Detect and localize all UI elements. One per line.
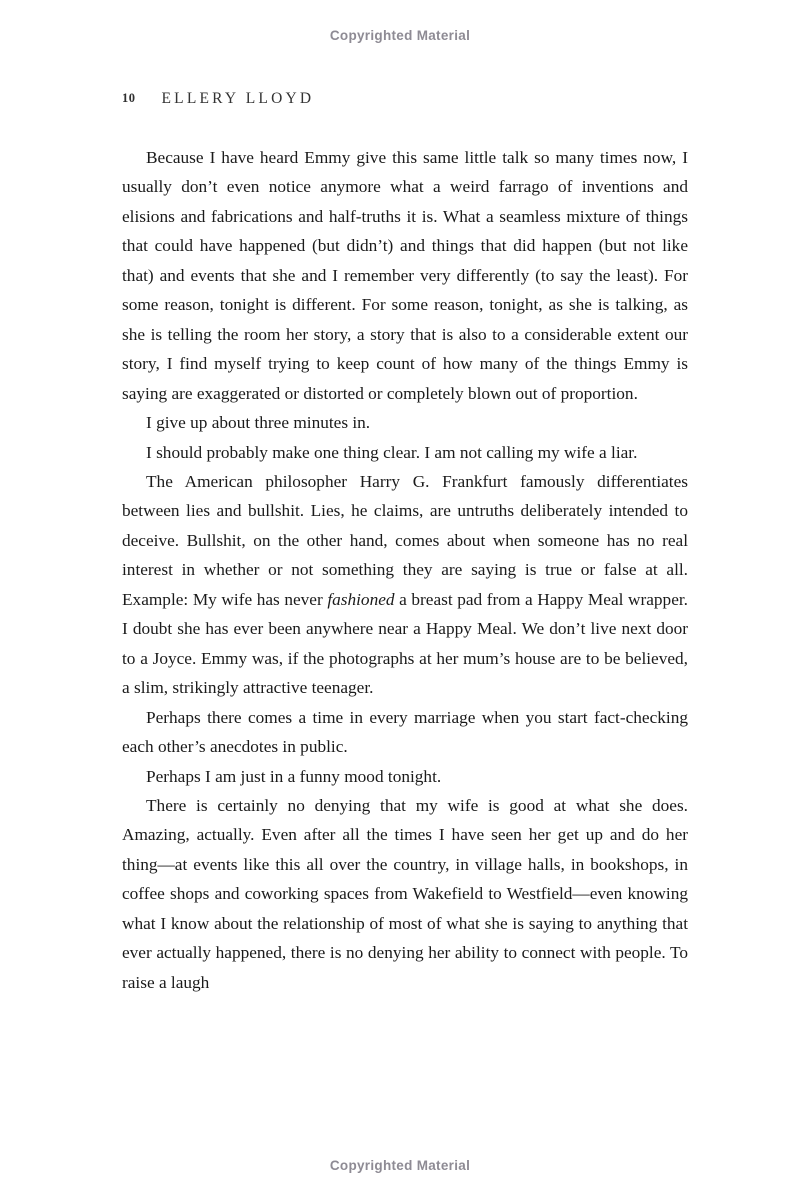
copyright-watermark-bottom: Copyrighted Material (329, 1158, 471, 1173)
paragraph: Because I have heard Emmy give this same little talk so many times now, I usually don’t even notice anymore what a weird farrago of inventions and elisions and fabrications and half-truths it is. What a seamless mixture of things that could have happened (but didn’t) and things that did happen (but not like that) and events that she and I remember very differently (to say the least). For some reason, tonight is different. For some reason, tonight, as she is talking, as she is telling the room her story, a story that is also to a considerable extent our story, I find myself trying to keep count of how many of the things Emmy is saying are exaggerated or distorted or completely blown out of proportion. (122, 148, 688, 403)
italic-text: fashioned (327, 589, 395, 609)
page-number: 10 (122, 90, 136, 105)
running-head (122, 90, 314, 108)
paragraph: I give up about three minutes in. (146, 413, 371, 433)
body-text (122, 143, 688, 997)
paragraph: There is certainly no denying that my wife is good at what she does. Amazing, actually. Even after all the times I have seen her get up and do her thing—at events like this all over the country, in village halls, in bookshops, in coffee shops and coworking spaces from Wakefield to Westfield—even knowing what I know about the relationship of most of what she is saying to anything that ever actually happened, there is no denying her ability to connect with people. To raise a laugh (122, 795, 688, 992)
paragraph: The American philosopher Harry G. Frankfurt famously differentiates between lies and bullshit. Lies, he claims, are untruths deliberately intended to deceive. Bullshit, on the other hand, comes about when someone has no real interest in whether or not something they are saying is true or false at all. Example: My wife has never fashioned a breast pad from a Happy Meal wrapper. I doubt she has ever been anywhere near a Happy Meal. We don’t live next door to a Joyce. Emmy was, if the photographs at her mum’s house are to be believed, a slim, strikingly attractive teenager. (122, 471, 688, 698)
paragraph: Perhaps I am just in a funny mood tonight. (146, 766, 442, 786)
copyright-watermark-top: Copyrighted Material (329, 28, 471, 43)
paragraph: Perhaps there comes a time in every marriage when you start fact-checking each other’s anecdotes in public. (122, 707, 688, 757)
paragraph: I should probably make one thing clear. I am not calling my wife a liar. (146, 442, 638, 462)
author-name: ELLERY LLOYD (161, 90, 315, 107)
